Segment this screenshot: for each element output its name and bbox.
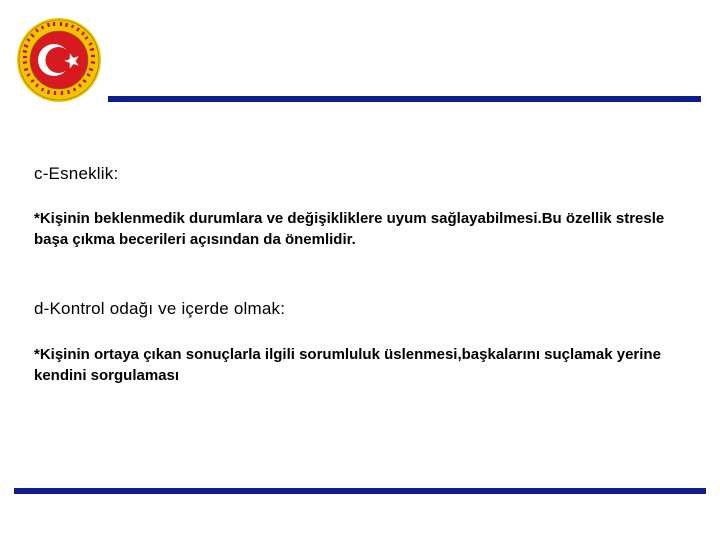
top-divider-rule [108,96,701,102]
bottom-divider-rule [14,488,706,494]
paragraph-kontrol-odagi: *Kişinin ortaya çıkan sonuçlarla ilgili sorumluluk üslenmesi,başkalarını suçlamak yerine kendini sorgulaması [34,346,661,384]
paragraph-esneklik: *Kişinin beklenmedik durumlara ve değişikliklere uyum sağlayabilmesi.Bu özellik stresle başa çıkma becerileri açısından da önemlidir. [34,210,665,248]
crescent-star-seal-icon [14,17,104,103]
heading-kontrol-odagi: d-Kontrol odağı ve içerde olmak: [34,299,286,318]
emblem-logo [14,17,104,103]
heading-esneklik: c-Esneklik: [34,164,119,183]
